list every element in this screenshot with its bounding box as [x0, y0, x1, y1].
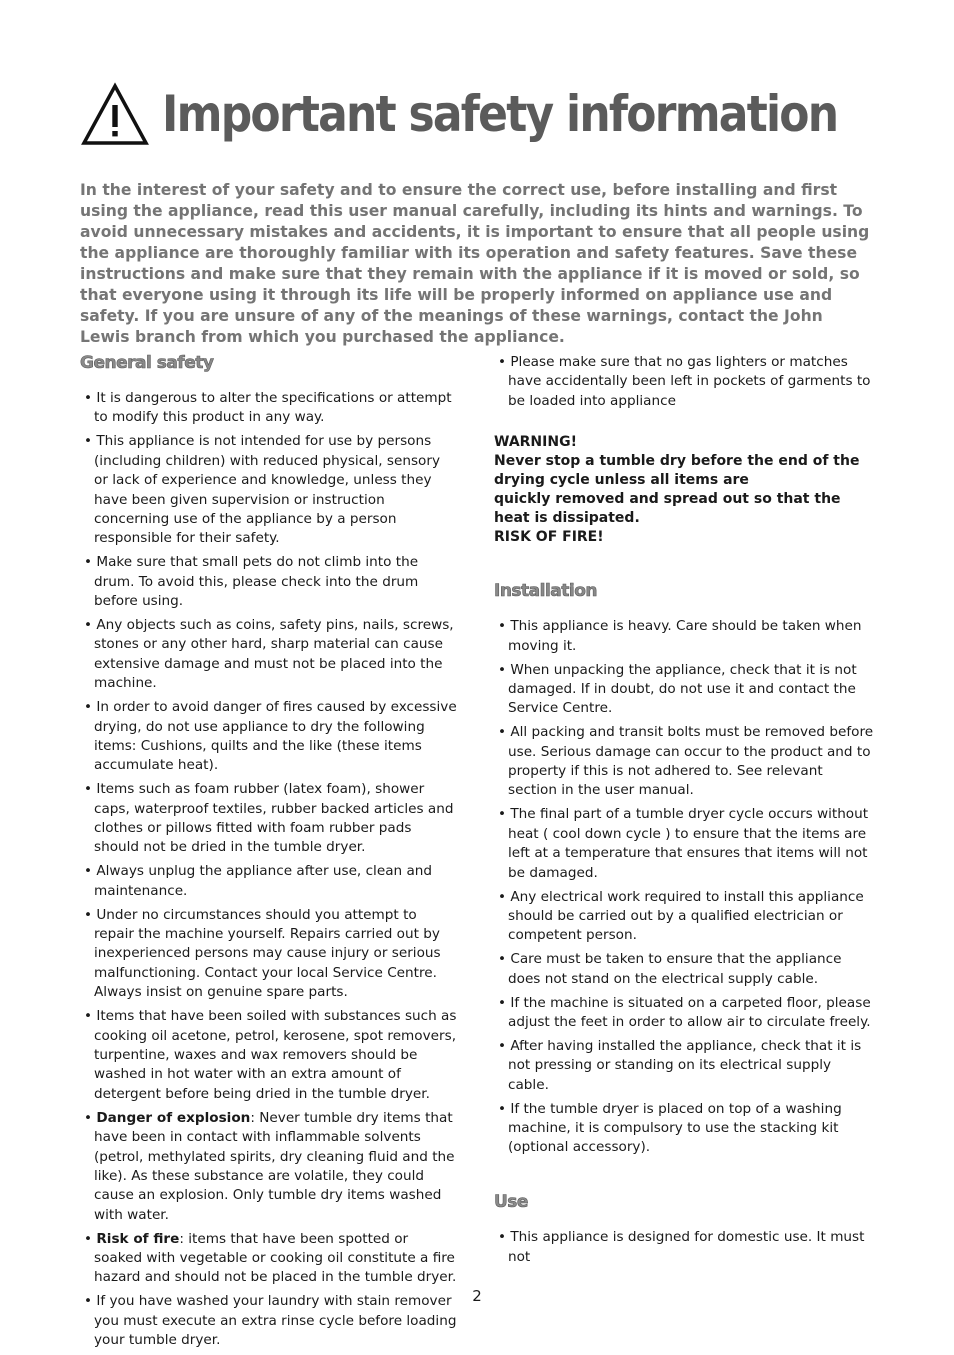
- list-item: • In order to avoid danger of fires caused by excessive drying, do not use appliance to dry the following items: Cushions, quilts and the like (these items accumulate heat).: [84, 699, 457, 774]
- installation-list: [494, 617, 874, 1158]
- list-item: • Under no circumstances should you attempt to repair the machine yourself. Repairs carried out by inexperienced persons may cause injury or serious malfunctioning. Contact your local Service Centre. Always insist on genuine spare parts.: [84, 906, 441, 1001]
- list-item: • Any electrical work required to install this appliance should be carried out by a qualified electrician or competent person.: [498, 888, 864, 944]
- section-heading-installation: Installation: [494, 581, 598, 602]
- list-item: • Items that have been soiled with substances such as cooking oil acetone, petrol, kerosene, spot removers, turpentine, waxes and wax removers should be washed in hot water with an extra amount of detergent before being dried in the tumble dryer.: [84, 1008, 457, 1102]
- list-item: • Danger of explosion: Never tumble dry items that have been in contact with inflammable solvents (petrol, methylated spirits, dry cleaning fluid and the like). As these substance are volatile, they could cause an explosion. Only tumble dry items washed with water.: [84, 1109, 455, 1223]
- warning-line: RISK OF FIRE!: [494, 529, 604, 546]
- general-safety-list: [80, 389, 458, 1351]
- list-item: • This appliance is not intended for use by persons (including children) with reduced physical, sensory or lack of experience and knowledge, unless they have been given supervision or instruction concerning use of the appliance by a person responsible for their safety.: [84, 433, 441, 547]
- list-item: • Always unplug the appliance after use, clean and maintenance.: [84, 863, 433, 899]
- list-item: • Please make sure that no gas lighters or matches have accidentally been left in pockets of garments to be loaded into appliance: [498, 354, 871, 409]
- warning-triangle-icon: [80, 81, 150, 147]
- left-column: [80, 353, 458, 1355]
- list-item: • Any objects such as coins, safety pins, nails, screws, stones or any other hard, sharp material can cause extensive damage and must not be placed into the machine.: [84, 616, 454, 692]
- list-item: • If the tumble dryer is placed on top of a washing machine, it is compulsory to use the stacking kit (optional accessory).: [498, 1100, 842, 1156]
- list-item: • This appliance is designed for domestic use. It must not: [498, 1229, 865, 1265]
- page-title: Important safety information: [162, 85, 838, 143]
- list-item: • Care must be taken to ensure that the appliance does not stand on the electrical supply cable.: [498, 951, 842, 987]
- title-row: [80, 78, 929, 150]
- list-item: • It is dangerous to alter the specifications or attempt to modify this product in any way.: [84, 390, 452, 426]
- list-item: • If you have washed your laundry with stain remover you must execute an extra rinse cycle before loading your tumble dryer.: [84, 1293, 457, 1349]
- warning-line: Never stop a tumble dry before the end of the drying cycle unless all items are: [494, 453, 860, 489]
- list-item: • Items such as foam rubber (latex foam), shower caps, waterproof textiles, rubber backed articles and clothes or pillows fitted with foam rubber pads should not be dried in the tumble dryer.: [84, 781, 454, 856]
- use-list: [494, 1228, 874, 1267]
- section-heading-general-safety: General safety: [80, 353, 214, 373]
- section-heading-use: Use: [494, 1192, 528, 1213]
- list-item: • When unpacking the appliance, check that it is not damaged. If in doubt, do not use it and contact the Service Centre.: [498, 661, 857, 717]
- intro-paragraph: In the interest of your safety and to ensure the correct use, before installing and first using the appliance, read this user manual carefully, including its hints and warnings. To avoid unnecessary mistakes and accidents, it is important to ensure that all people using the appliance are thoroughly familiar with its operation and safety features. Save these instructions and make sure that they remain with the appliance if it is moved or sold, so that everyone using it through its life will be properly informed on appliance use and safety. If you are unsure of any of the meanings of these warnings, contact the John Lewis branch from which you purchased the appliance.: [80, 181, 870, 346]
- warning-label: WARNING!: [494, 434, 577, 451]
- list-item: • After having installed the appliance, check that it is not pressing or standing on its electrical supply cable.: [498, 1037, 862, 1093]
- list-item: • Risk of fire: items that have been spotted or soaked with vegetable or cooking oil constitute a fire hazard and should not be placed in the tumble dryer.: [84, 1230, 457, 1286]
- general-safety-list-continued: [494, 353, 874, 411]
- right-column: [494, 353, 874, 1272]
- fire-warning: [494, 433, 874, 547]
- list-item: • If the machine is situated on a carpeted floor, please adjust the feet in order to allow air to circulate freely.: [498, 994, 871, 1030]
- page-number: 2: [472, 1287, 482, 1305]
- list-item: • The final part of a tumble dryer cycle occurs without heat ( cool down cycle ) to ensure that the items are left at a temperature that ensures that items will not be damaged.: [498, 806, 869, 881]
- list-item: • Make sure that small pets do not climb into the drum. To avoid this, please check into the drum before using.: [84, 554, 419, 610]
- list-item: • All packing and transit bolts must be removed before use. Serious damage can occur to the product and to property if this is not adhered to. See relevant section in the user manual.: [498, 724, 874, 799]
- list-item: • This appliance is heavy. Care should be taken when moving it.: [498, 618, 862, 654]
- warning-line: quickly removed and spread out so that the heat is dissipated.: [494, 491, 841, 527]
